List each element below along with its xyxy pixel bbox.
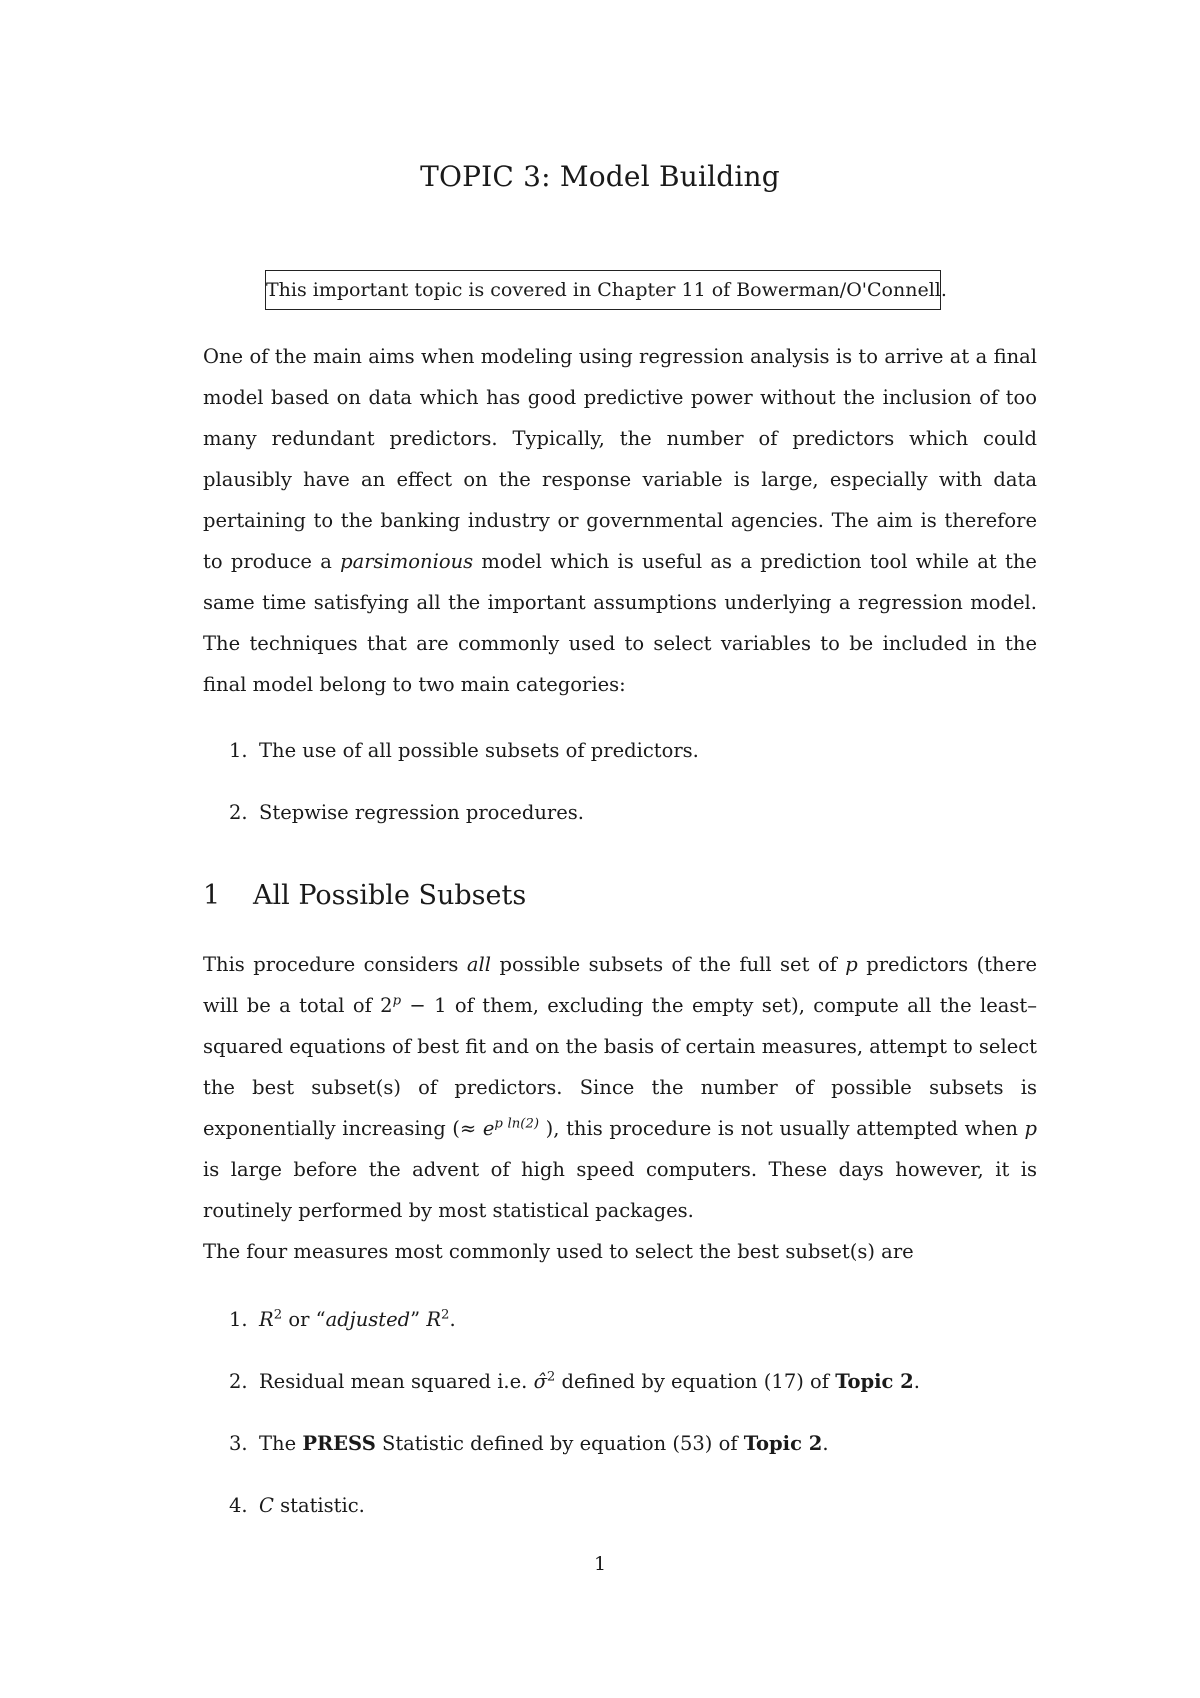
list-item: 2. Residual mean squared i.e. σ̂$^2$ defined by equation (17) of Topic 2. xyxy=(229,1369,920,1393)
measures-intro: The four measures most commonly used to select the best subset(s) are xyxy=(203,1240,914,1263)
measures-list xyxy=(203,1300,1037,1526)
section-title: All Possible Subsets xyxy=(253,880,527,911)
list-item: 3. The PRESS Statistic defined by equation (53) of Topic 2. xyxy=(229,1432,829,1455)
intro-block xyxy=(203,336,1037,705)
section-number: 1 xyxy=(203,880,221,911)
list-item: 4. C statistic. xyxy=(229,1494,365,1517)
categories-list xyxy=(203,731,1037,833)
chapter-notice-box: This important topic is covered in Chapter 11 of Bowerman/O'Connell. xyxy=(265,270,941,310)
page-number: 1 xyxy=(593,1553,607,1575)
page-title: TOPIC 3: Model Building xyxy=(420,160,780,193)
section-paragraph: This procedure considers all possible subsets of the full set of p predictors (there will be a total of $2^p - 1$ of them, excluding the empty set), compute all the least–squared equations of best fit and on the basis of certain measures, attempt to select the best subset(s) of predictors. Since the number of possible subsets is exponentially increasing (≈ $e^{p ln(2)}$ ), this procedure is not usually attempted when p is large before the advent of high speed computers. These days however, it is routinely performed by most statistical packages. xyxy=(203,953,1038,1222)
list-item: 1. The use of all possible subsets of predictors. xyxy=(229,739,699,762)
section-heading xyxy=(203,880,526,911)
intro-text-1: One of the main aims when modeling using regression analysis is to arrive at a final model based on data which has good predictive power without the inclusion of too many redundant predictors. Typically, the number of predictors which could plausibly have an effect on the response variable is large, especially with data pertaining to the banking industry or governmental agencies. The aim is therefore to produce a xyxy=(203,345,1037,573)
list-item: 1. $R^2$ or “adjusted” $R^2$. xyxy=(229,1307,456,1331)
list-item: 2. Stepwise regression procedures. xyxy=(229,801,584,824)
section-block xyxy=(203,944,1037,1272)
intro-paragraph xyxy=(203,336,1037,705)
intro-emphasis: parsimonious xyxy=(340,550,474,573)
intro-text-2: model which is useful as a prediction tool while at the same time satisfying all the important assumptions underlying a regression model. The techniques that are commonly used to select variables to be included in the final model belong to two main categories: xyxy=(203,550,1037,696)
